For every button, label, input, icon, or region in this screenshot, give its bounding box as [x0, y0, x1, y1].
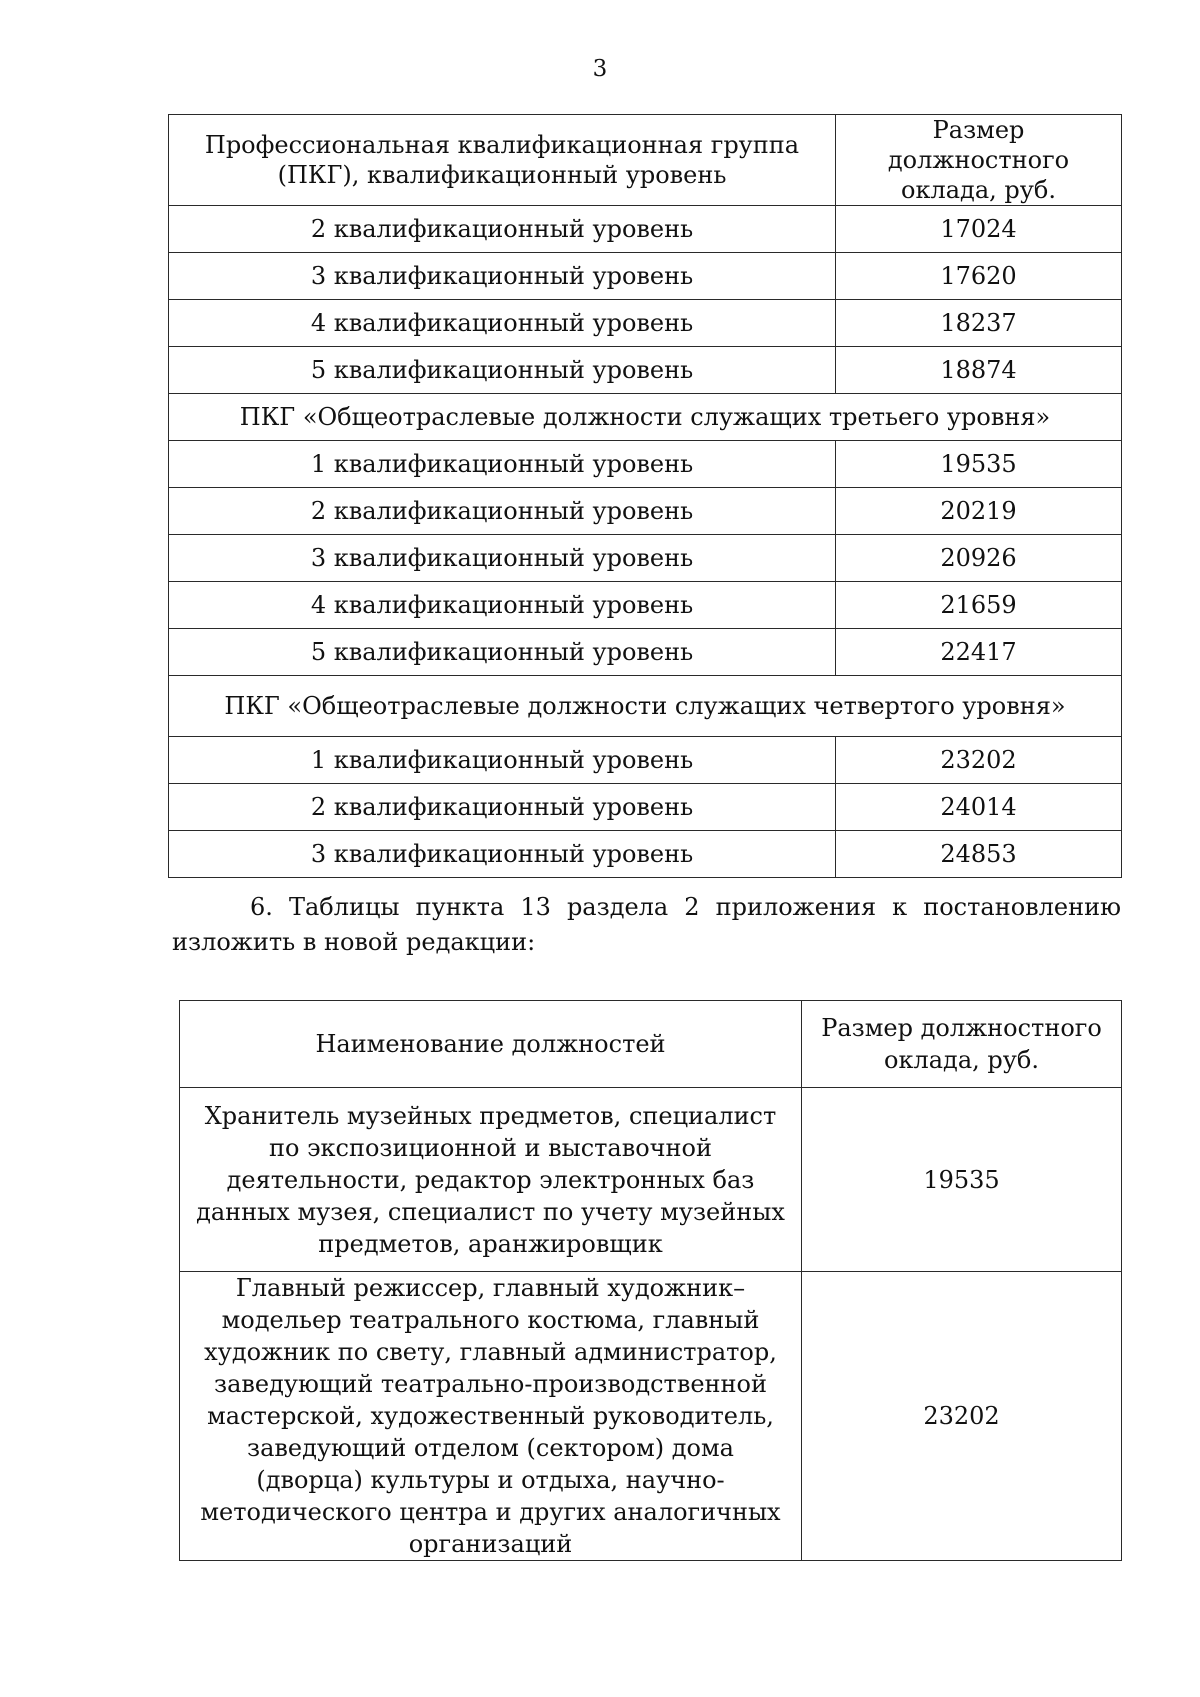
level-cell: 4 квалификационный уровень: [169, 300, 836, 347]
table-row: [169, 347, 1122, 394]
table-row: [169, 535, 1122, 582]
salary-cell: 22417: [836, 629, 1122, 676]
table-header-row: [180, 1001, 1122, 1088]
salary-cell: 17024: [836, 206, 1122, 253]
level-cell: 3 квалификационный уровень: [169, 535, 836, 582]
table-row: [169, 300, 1122, 347]
salary-cell: 23202: [802, 1272, 1122, 1561]
table-row: [169, 206, 1122, 253]
group-title-row: [169, 394, 1122, 441]
table-row: [169, 737, 1122, 784]
paragraph-6: 6. Таблицы пункта 13 раздела 2 приложения к постановлению изложить в новой редакции:: [172, 893, 1121, 956]
table-row: [169, 441, 1122, 488]
salary-cell: 19535: [836, 441, 1122, 488]
table-row: [180, 1272, 1122, 1561]
level-cell: 2 квалификационный уровень: [169, 784, 836, 831]
table-row: [169, 488, 1122, 535]
level-cell: 1 квалификационный уровень: [169, 441, 836, 488]
table-row: [169, 629, 1122, 676]
positions-cell: Главный режиссер, главный художник–модельер театрального костюма, главный художник по свету, главный администратор, заведующий театрально-производственной мастерской, художественный руководитель, заведующий отделом (сектором) дома (дворца) культуры и отдыха, научно-методического центра и других аналогичных организаций: [180, 1272, 802, 1561]
table-row: [169, 831, 1122, 878]
salary-cell: 18874: [836, 347, 1122, 394]
salary-cell: 24014: [836, 784, 1122, 831]
level-cell: 5 квалификационный уровень: [169, 347, 836, 394]
positions-cell: Хранитель музейных предметов, специалист по экспозиционной и выставочной деятельности, редактор электронных баз данных музея, специалист по учету музейных предметов, аранжировщик: [180, 1088, 802, 1272]
salary-table-pkg: [168, 114, 1122, 878]
level-cell: 1 квалификационный уровень: [169, 737, 836, 784]
salary-cell: 19535: [802, 1088, 1122, 1272]
salary-cell: 20219: [836, 488, 1122, 535]
group-title-fourth-level: ПКГ «Общеотраслевые должности служащих четвертого уровня»: [169, 676, 1122, 737]
salary-cell: 21659: [836, 582, 1122, 629]
salary-cell: 23202: [836, 737, 1122, 784]
header-positions: Наименование должностей: [180, 1001, 802, 1088]
header-salary: Размер должностного оклада, руб.: [836, 115, 1122, 206]
level-cell: 5 квалификационный уровень: [169, 629, 836, 676]
level-cell: 2 квалификационный уровень: [169, 488, 836, 535]
table-row: [169, 784, 1122, 831]
salary-cell: 24853: [836, 831, 1122, 878]
salary-cell: 18237: [836, 300, 1122, 347]
header-pkg-level: Профессиональная квалификационная группа (ПКГ), квалификационный уровень: [169, 115, 836, 206]
table-row: [169, 253, 1122, 300]
table-row: [169, 582, 1122, 629]
salary-cell: 17620: [836, 253, 1122, 300]
page-number: 3: [592, 56, 608, 82]
salary-cell: 20926: [836, 535, 1122, 582]
salary-table-positions: [179, 1000, 1122, 1561]
level-cell: 2 квалификационный уровень: [169, 206, 836, 253]
level-cell: 3 квалификационный уровень: [169, 253, 836, 300]
level-cell: 3 квалификационный уровень: [169, 831, 836, 878]
level-cell: 4 квалификационный уровень: [169, 582, 836, 629]
table-row: [180, 1088, 1122, 1272]
group-title-row: [169, 676, 1122, 737]
table-header-row: [169, 115, 1122, 206]
group-title-third-level: ПКГ «Общеотраслевые должности служащих третьего уровня»: [169, 394, 1122, 441]
header-salary: Размер должностного оклада, руб.: [802, 1001, 1122, 1088]
